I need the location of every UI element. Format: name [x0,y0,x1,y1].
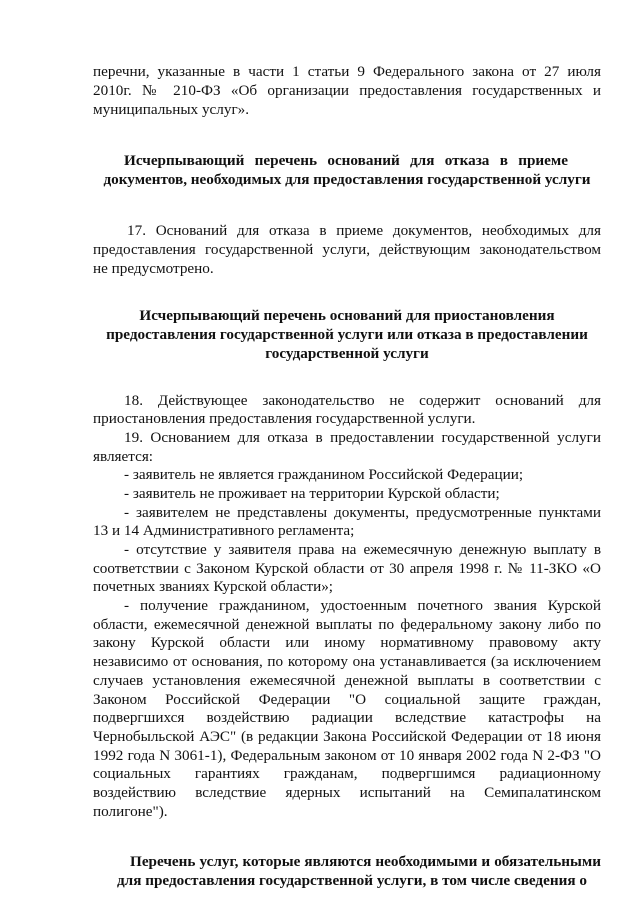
intro-line-1: перечни, указанные в части 1 статьи 9 Федерального закона от 27 июля [93,63,601,80]
heading-suspension-2: предоставления государственной услуги или отказа в предоставлении [106,326,588,343]
para19-line-2: является: [93,448,154,465]
para18-line-1: 18. Действующее законодательство не содержит оснований для [124,392,601,409]
para18-line-2: приостановления предоставления государственной услуги. [93,410,476,427]
heading-suspension-1: Исчерпывающий перечень оснований для приостановления [139,307,555,324]
para19-item-payment-2: соответствии с Законом Курской области от 30 апреля 1998 г. № 11-ЗКО «О [93,560,601,577]
heading-refusal-acceptance-1: Исчерпывающий перечень оснований для отказа в приеме [124,152,568,169]
para19-item-receipt-5: случаев установления ежемесячной денежной выплаты в соответствии с [93,672,601,689]
intro-line-2: 2010г. № 210-ФЗ «Об организации предоставления государственных и [93,82,601,99]
para19-item-receipt-6: Законом Российской Федерации "О социальной защите граждан, [93,691,601,708]
para19-item-documents-2: 13 и 14 Административного регламента; [93,522,355,539]
para19-item-receipt-8: Чернобыльской АЭС" (в редакции Закона Российской Федерации от 18 июня [93,728,601,745]
para19-line-1: 19. Основанием для отказа в предоставлении государственной услуги [124,429,601,446]
para19-item-receipt-4: независимо от основания, по которому она устанавливается (за исключением [93,653,601,670]
para19-item-payment-1: - отсутствие у заявителя права на ежемесячную денежную выплату в [124,541,601,558]
para19-item-receipt-9: 1992 года N 3061-1), Федеральным законом от 10 января 2002 года N 2-ФЗ "О [93,747,601,764]
para19-item-receipt-11: воздействию вследствие ядерных испытаний на Семипалатинском [93,784,601,801]
para19-item-receipt-1: - получение гражданином, удостоенным почетного звания Курской [124,597,601,614]
para19-item-receipt-2: области, ежемесячной денежной выплаты по федеральному закону либо по [93,616,601,633]
para17-line-2: предоставления государственной услуги, действующим законодательством [93,241,601,258]
heading-required-services-2: для предоставления государственной услуги, в том числе сведения о [117,872,587,889]
para19-item-documents-1: - заявителем не представлены документы, предусмотренные пунктами [124,504,601,521]
para17-line-3: не предусмотрено. [93,260,214,277]
heading-suspension-3: государственной услуги [265,345,429,362]
heading-required-services-1: Перечень услуг, которые являются необходимыми и обязательными [130,853,601,870]
para19-item-payment-3: почетных званиях Курской области»; [93,578,334,595]
para19-item-receipt-12: полигоне"). [93,803,168,820]
para17-line-1: 17. Оснований для отказа в приеме документов, необходимых для [127,222,601,239]
intro-line-3: муниципальных услуг». [93,101,250,118]
heading-refusal-acceptance-2: документов, необходимых для предоставления государственной услуги [103,171,591,188]
para19-item-receipt-10: социальных гарантиях гражданам, подвергшимся радиационному [93,765,601,782]
para19-item-residence: - заявитель не проживает на территории Курской области; [124,485,500,502]
para19-item-receipt-3: закону Курской области или иному нормативному правовому акту [93,634,601,651]
para19-item-citizen: - заявитель не является гражданином Российской Федерации; [124,466,524,483]
para19-item-receipt-7: подвергшихся воздействию радиации вследствие катастрофы на [93,709,601,726]
